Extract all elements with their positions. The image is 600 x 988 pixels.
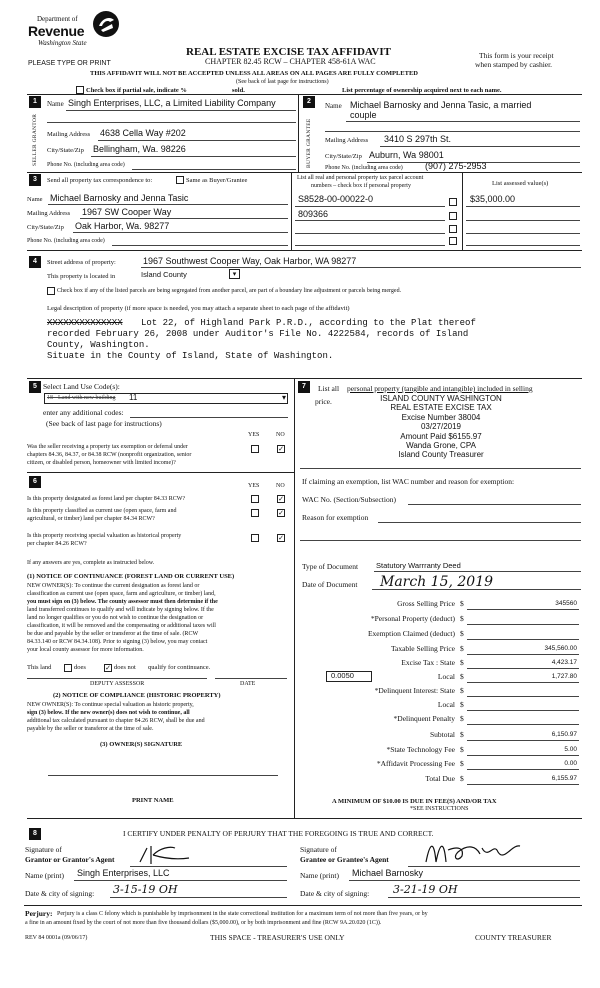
this-land-label: This land [27,664,52,671]
tech-fee-label: *State Technology Fee [386,745,455,754]
personal-property-dollar: $ [460,614,464,623]
buyer-name-label: Name [325,102,342,110]
deputy-date-label: DATE [240,681,256,687]
notice-1-title: (1) NOTICE OF CONTINUANCE (FOREST LAND OR CURRENT USE) [27,573,235,580]
s6-q3-no-checkbox[interactable]: ✓ [278,534,284,542]
notice-2-line-3: additional tax calculated pursuant to chapter 84.26 RCW, shall be due and [27,718,205,724]
corr-name[interactable]: Michael Barnosky and Jenna Tasic [50,193,189,203]
notice-1-line-3: you must sign on (3) below. The county assessor must then determine if the [27,599,218,605]
delinquent-interest-local-dollar: $ [460,700,464,709]
section-1-number: 1 [29,96,41,108]
if-yes-note: If any answers are yes, complete as instructed below. [27,560,155,566]
corr-name-label: Name [27,196,43,203]
grantee-date[interactable]: 3-21-19 OH [393,883,458,896]
certify-statement: I CERTIFY UNDER PENALTY OF PERJURY THAT THE FOREGOING IS TRUE AND CORRECT. [123,829,434,838]
parcel-2[interactable]: 809366 [298,209,329,219]
stamp-line-4: 03/27/2019 [420,422,462,432]
gross-price-dollar: $ [460,599,464,608]
taxable-price-value[interactable]: 345,560.00 [544,645,577,652]
partial-sale-checkbox[interactable] [76,86,84,94]
processing-fee-value[interactable]: 0.00 [564,760,577,767]
excise-state-value[interactable]: 4,423.17 [551,659,577,666]
parcel-1[interactable]: S8528-00-00022-0 [298,194,374,204]
exemption-question: If claiming an exemption, list WAC number and reason for exemption: [302,477,515,486]
parcel-header-2: numbers – check box if personal property [311,183,411,189]
grantor-name-label: Name (print) [25,871,64,880]
price-label: price. [315,397,332,406]
excise-local-value[interactable]: 1,727.80 [551,673,577,680]
buyer-name-line-1[interactable]: Michael Barnosky and Jenna Tasic, a married [350,100,532,110]
taxable-price-dollar: $ [460,644,464,653]
street-label: Street address of property: [47,259,116,266]
receipt-note: This form is your receipt [479,51,554,60]
notice-1-line-9: your local county assessor for more information. [27,647,144,653]
grantee-name-label: Name (print) [300,871,339,880]
processing-fee-label: *Affidavit Processing Fee [376,759,455,768]
subtotal-label: Subtotal [429,730,455,739]
section-3-number: 3 [29,174,41,186]
legal-line-4[interactable]: Situate in the County of Island, State of Washington. [47,351,334,361]
s6-q3-b: per chapter 84.26 RCW? [27,541,87,547]
buyer-name-line-2[interactable]: couple [350,110,377,120]
sold-label: sold. [232,87,245,94]
corr-mail[interactable]: 1967 SW Cooper Way [82,207,172,217]
grantee-agent-label: Grantee or Grantee's Agent [300,855,389,864]
located-label: This property is located in [47,273,116,280]
parcel-1-personal-checkbox[interactable] [449,198,457,206]
segregated-label: Check box if any of the listed parcels are being segregated from another parcel, are part of a boundary line adjustment or parcels being merged. [57,288,402,294]
doc-date-label: Date of Document [302,580,358,589]
notice-2-line-4: payable by the seller or transferor at the time of sale. [27,726,154,732]
tech-fee-value[interactable]: 5.00 [564,746,577,753]
land-use-instructions: (See back of last page for instructions) [46,419,162,428]
stamp-line-6: Wanda Grone, CPA [406,441,476,451]
corr-phone-label: Phone No. (including area code) [27,238,105,244]
notice-1-line-1: NEW OWNER(S): To continue the current designation as forest land or [27,583,200,589]
land-use-dropdown-icon[interactable]: ▾ [281,393,286,402]
s6-q2-b: agricultural, or timber) land per chapter 84.34 RCW? [27,516,155,522]
grantee-name[interactable]: Michael Barnosky [352,868,424,878]
section-6-number: 6 [29,476,41,488]
warning-text: THIS AFFIDAVIT WILL NOT BE ACCEPTED UNLESS ALL AREAS ON ALL PAGES ARE FULLY COMPLETED [90,70,418,77]
additional-codes-label: enter any additional codes: [43,408,124,417]
corr-mail-label: Mailing Address [27,210,71,217]
total-due-dollar: $ [460,774,464,783]
grantor-agent-label: Grantor or Grantor's Agent [25,855,115,864]
deputy-assessor-label: DEPUTY ASSESSOR [90,681,145,687]
corr-city[interactable]: Oak Harbor, Wa. 98277 [75,221,170,231]
treasurer-use-only: THIS SPACE - TREASURER'S USE ONLY [210,933,345,942]
tech-fee-dollar: $ [460,745,464,754]
legal-label: Legal description of property (if more space is needed, you may attach a separate sheet to each page of the affidavit) [47,305,350,312]
county-treasurer: COUNTY TREASURER [475,933,552,942]
property-street[interactable]: 1967 Southwest Cooper Way, Oak Harbor, WA 98277 [143,256,357,266]
grantor-signature [135,840,195,868]
doc-date[interactable]: March 15, 2019 [380,574,494,590]
grantor-name[interactable]: Singh Enterprises, LLC [77,868,170,878]
notice-2-title: (2) NOTICE OF COMPLIANCE (HISTORIC PROPERTY) [53,692,221,699]
form-title: REAL ESTATE EXCISE TAX AFFIDAVIT [186,46,391,58]
print-note: PLEASE TYPE OR PRINT [28,60,111,67]
subtotal-dollar: $ [460,730,464,739]
s6-q3-a: Is this property receiving special valuation as historical property [27,533,182,539]
grantor-date-label: Date & city of signing: [25,889,95,898]
logo-line-3: Washington State [38,39,87,47]
owner-signature-label: (3) OWNER(S) SIGNATURE [100,741,183,748]
land-does-not-label: does not [114,664,136,671]
s6-yes: YES [248,483,260,489]
s6-q3-yes-checkbox[interactable] [251,534,259,542]
stamp-line-5: Amount Paid $6155.97 [400,431,482,441]
dor-logo-icon [92,10,120,38]
s5-q1-a: Was the seller receiving a property tax exemption or deferral under [27,444,188,450]
doc-type-label: Type of Document [302,562,359,571]
minimum-due-note: A MINIMUM OF $10.00 IS DUE IN FEE(S) AND/OR TAX [332,798,497,805]
legal-line-3[interactable]: County, Washington. [47,340,150,350]
seller-phone-label: Phone No. (including area code) [47,162,125,168]
print-name-label: PRINT NAME [132,797,174,804]
s6-q1: Is this property designated as forest land per chapter 84.33 RCW? [27,496,186,502]
see-instructions-note: *SEE INSTRUCTIONS [410,806,469,812]
seller-city[interactable]: Bellingham, Wa. 98226 [93,144,186,154]
legal-line-2[interactable]: recorded February 26, 2008 under Auditor's File No. 4222584, records of Island [47,329,469,339]
perjury-bold: Perjury: [25,909,53,918]
s5-q1-c: citizen, or disabled person, homeowner with limited income)? [27,460,176,466]
buyer-phone-label: Phone No. (including area code) [325,165,403,171]
assessed-header: List assessed value(s) [492,180,549,187]
delinquent-interest-state-dollar: $ [460,686,464,695]
land-does-checkbox[interactable] [64,664,72,672]
seller-name[interactable]: Singh Enterprises, LLC, a Limited Liability Company [68,98,276,108]
section-2-number: 2 [303,96,315,108]
buyer-phone[interactable]: (907) 275-2953 [425,161,487,171]
land-use-code: 11 [129,393,138,402]
notice-1-line-2: classification as current use (open space, farm and agriculture, or timber) land, [27,591,216,597]
notice-1-line-5: land no longer qualifies or you do not wish to continue the designation or [27,615,204,621]
personal-prop-label-2: personal property (tangible and intangible) included in selling [347,384,533,393]
delinquent-penalty-dollar: $ [460,714,464,723]
parcel-4-personal-checkbox[interactable] [449,237,457,245]
gross-price-label: Gross Selling Price [397,599,455,608]
assessed-value[interactable]: $35,000.00 [470,194,516,204]
s6-q1-yes-checkbox[interactable] [251,495,259,503]
notice-1-line-4: land transferred continues to qualify and will indicate by signing below. If the [27,607,214,613]
subtotal-value[interactable]: 6,150.97 [551,731,577,738]
seller-mail-label: Mailing Address [47,131,91,138]
land-does-label: does [74,664,86,671]
total-due-label: Total Due [425,774,455,783]
buyer-mail[interactable]: 3410 S 297th St. [384,134,452,144]
logo-line-1: Department of [37,15,78,23]
segregated-checkbox[interactable] [47,287,55,295]
delinquent-interest-state-label: *Delinquent Interest: State [374,686,455,695]
personal-prop-label-1: List all [318,384,340,393]
grantee-date-label: Date & city of signing: [300,889,370,898]
excise-local-dollar: $ [460,672,464,681]
section-4-number: 4 [29,256,41,268]
same-as-buyer-checkbox[interactable] [176,176,184,184]
exemption-claimed-label: Exemption Claimed (deduct) [367,629,455,638]
delinquent-penalty-label: *Delinquent Penalty [393,714,455,723]
grantor-date[interactable]: 3-15-19 OH [113,883,178,896]
county-select[interactable]: Island County [141,270,187,279]
grantee-sig-label: Signature of [300,845,337,854]
notice-1-line-7: be due and payable by the seller or transferor at the time of sale. (RCW [27,631,199,637]
parcel-2-personal-checkbox[interactable] [449,212,457,220]
parcel-header-1: List all real and personal property tax parcel account [297,175,424,181]
s6-no: NO [276,483,285,489]
grantor-sig-label: Signature of [25,845,62,854]
legal-struck: XXXXXXXXXXXXXX [47,318,123,328]
wac-label: WAC No. (Section/Subsection) [302,495,396,504]
land-use-label: Select Land Use Code(s): [43,382,120,391]
qualify-label: qualify for continuance. [148,664,211,671]
notice-2-line-2: sign (3) below. If the new owner(s) does not wish to continue, all [27,710,190,716]
perjury-line-1: Perjury is a class C felony which is punishable by imprisonment in the state correctional institution for a maximum term of not more than five years, or by [57,911,428,917]
form-revision: REV 84 0001a (09/06/17) [25,935,88,941]
buyer-mail-label: Mailing Address [325,137,369,144]
exemption-claimed-dollar: $ [460,629,464,638]
notice-1-line-6: classification, it will be removed and the compensating or additional taxes will [27,623,216,629]
s6-q2-a: Is this property classified as current use (open space, farm and [27,508,177,514]
local-rate-field[interactable]: 0.0050 [326,671,372,682]
notice-1-line-8: 84.33.140 or RCW 84.34.108). Prior to signing (3) below, you may contact [27,639,208,645]
stamp-line-2: REAL ESTATE EXCISE TAX [390,403,492,413]
perjury-line-2: a fine in an amount fixed by the court of not more than five thousand dollars ($5,000.00), or by both imprisonment and fine (RCW 9A.20.020 (1C)). [25,920,382,926]
s6-q1-no-checkbox[interactable]: ✓ [278,495,284,503]
notice-2-line-1: NEW OWNER(S): To continue special valuation as historic property, [27,702,194,708]
treasurer-stamp [341,394,541,460]
total-due-value[interactable]: 6,155.97 [551,775,577,782]
logo-line-2: Revenue [28,23,85,39]
s5-q1-yes-checkbox[interactable] [251,445,259,453]
personal-property-label: *Personal Property (deduct) [370,614,455,623]
land-use-struck: 18 - Land with new building [47,395,116,401]
section-7-number: 7 [298,381,310,393]
legal-line-1[interactable]: Lot 22, of Highland Park P.R.D., according to the Plat thereof [141,318,476,328]
form-chapter: CHAPTER 82.45 RCW – CHAPTER 458-61A WAC [205,57,376,66]
ownership-pct-note: List percentage of ownership acquired next to each name. [342,87,502,94]
processing-fee-dollar: $ [460,759,464,768]
s5-q1-no-checkbox[interactable]: ✓ [278,445,284,453]
land-does-not-checkbox[interactable]: ✓ [105,664,111,672]
seller-name-label: Name [47,100,64,108]
land-use-select[interactable] [44,393,288,404]
send-correspondence-label: Send all property tax correspondence to: [47,177,153,184]
corr-city-label: City/State/Zip [27,224,64,231]
excise-state-dollar: $ [460,658,464,667]
stamp-line-1: ISLAND COUNTY WASHINGTON [380,394,502,403]
buyer-side-label: BUYER GRANTEE [306,118,312,168]
delinquent-interest-local-label: Local [437,700,455,709]
county-dropdown-icon[interactable]: ▾ [229,269,240,279]
doc-type[interactable]: Statutory Warrranty Deed [376,561,461,570]
seller-side-label: SELLER GRANTOR [32,113,38,166]
excise-state-label: Excise Tax : State [401,658,455,667]
s6-q2-yes-checkbox[interactable] [251,509,259,517]
section-5-number: 5 [29,381,41,393]
grantee-signature [418,836,528,868]
section-8-number: 8 [29,828,41,840]
stamp-line-7: Island County Treasurer [398,450,484,460]
s5-q1-b: chapters 84.36, 84.37, or 84.38 RCW (nonprofit organization, senior [27,452,192,458]
seller-city-label: City/State/Zip [47,147,84,154]
s5-no: NO [276,432,285,438]
s6-q2-no-checkbox[interactable]: ✓ [278,509,284,517]
buyer-city[interactable]: Auburn, Wa 98001 [369,150,444,160]
same-as-buyer-label: Same as Buyer/Grantee [186,177,248,184]
see-back-note: (See back of last page for instructions) [236,79,329,85]
gross-price-value[interactable]: 345560 [555,600,577,607]
excise-local-label: Local [437,672,455,681]
seller-mail[interactable]: 4638 Cella Way #202 [100,128,186,138]
parcel-3-personal-checkbox[interactable] [449,225,457,233]
taxable-price-label: Taxable Selling Price [390,644,455,653]
stamp-line-3: Excise Number 38004 [401,412,481,422]
partial-sale-label: Check box if partial sale, indicate % [86,87,187,94]
buyer-city-label: City/State/Zip [325,153,362,160]
receipt-note-2: when stamped by cashier. [475,60,553,69]
reason-label: Reason for exemption [302,513,369,522]
s5-yes: YES [248,432,260,438]
